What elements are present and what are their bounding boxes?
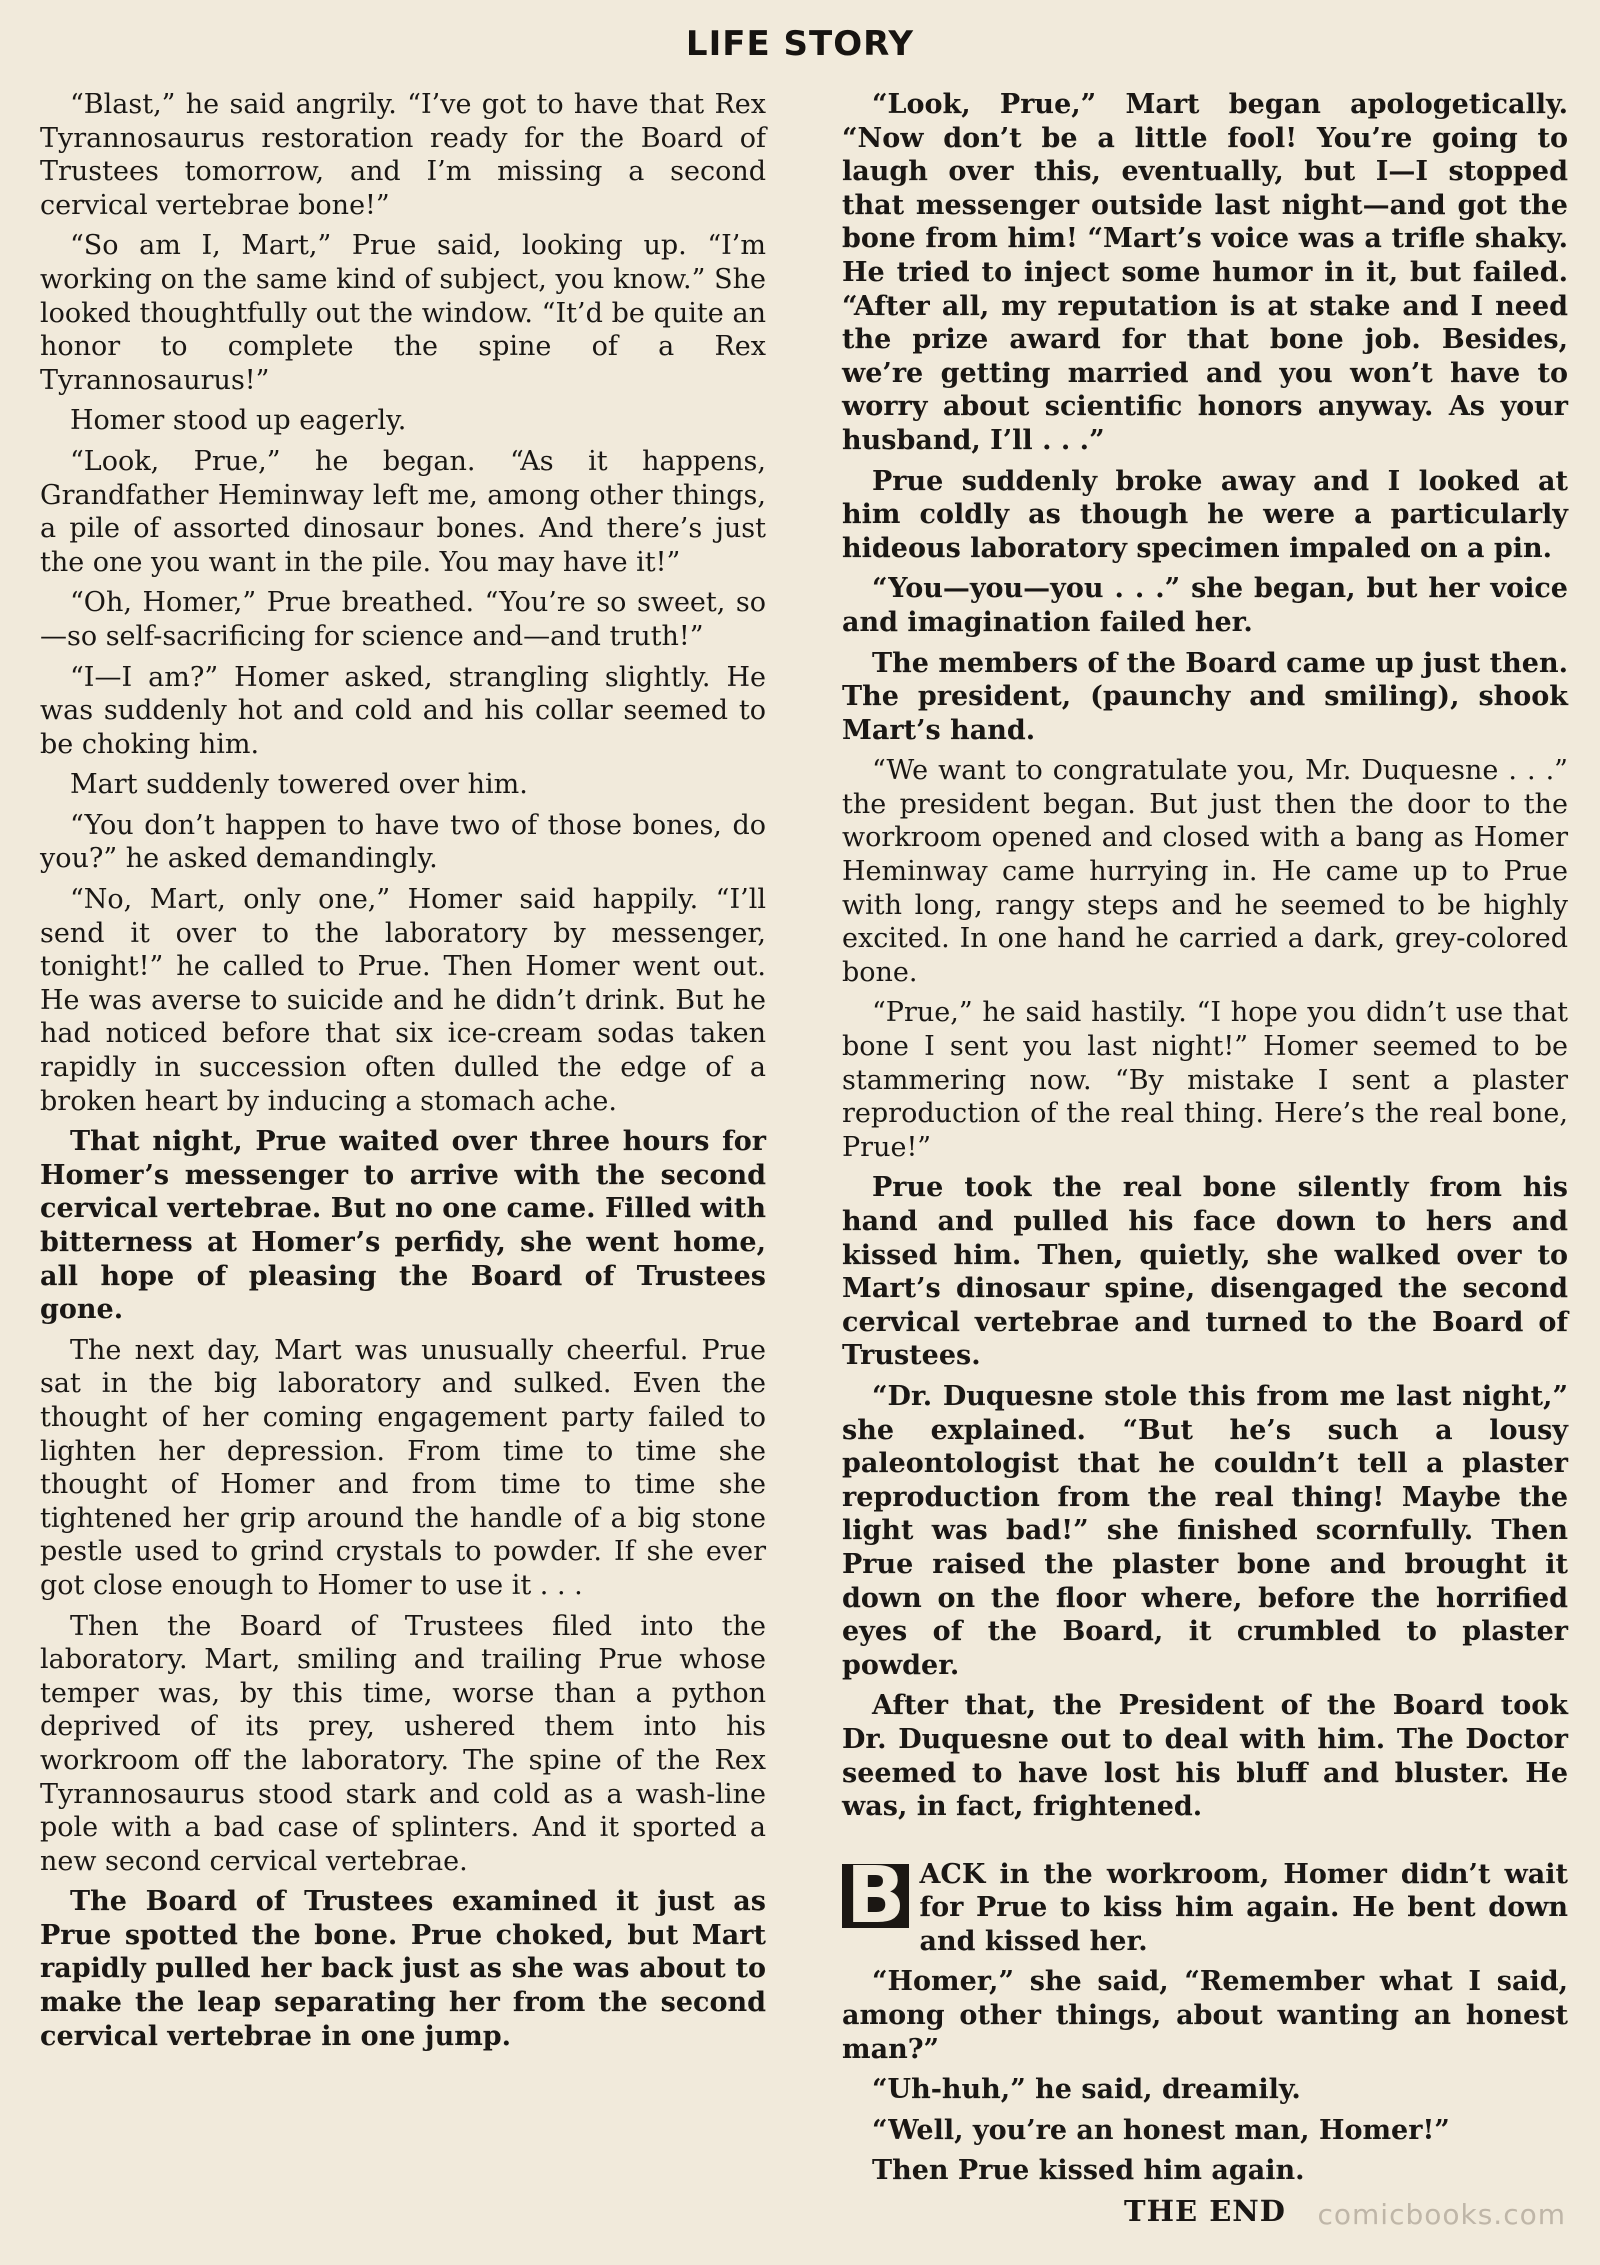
- paragraph: “So am I, Mart,” Prue said, looking up. “I’m working on the same kind of subject, you know.” She looked thoughtfully out the window. “It’d be quite an honor to complete the spine of a Rex Tyrannosaurus!”: [40, 230, 766, 396]
- paragraph: “Uh-huh,” he said, dreamily.: [872, 2074, 1301, 2106]
- paragraph: Mart suddenly towered over him.: [70, 769, 528, 801]
- paragraph: “Blast,” he said angrily. “I’ve got to have that Rex Tyrannosaurus restoration ready for the Board of Trustees tomorrow, and I’m missing a second cervical vertebrae bone!”: [40, 89, 766, 221]
- paragraph: “Look, Prue,” he began. “As it happens, Grandfather Heminway left me, among other things, a pile of assorted dinosaur bones. And there’s just the one you want in the pile. You may have it!”: [40, 445, 766, 578]
- page-title: LIFE STORY: [685, 24, 915, 64]
- final-section-opening: [842, 1850, 1568, 1959]
- paragraph: “No, Mart, only one,” Homer said happily. “I’ll send it over to the laboratory by messenger, tonight!” he called to Prue. Then Homer went out. He was averse to suicide and he didn’t drink. But he had noticed before that six ice-cream sodas taken rapidly in succession often dulled the edge of a broken heart by inducing a stomach ache.: [40, 884, 766, 1117]
- paragraph: “Dr. Duquesne stole this from me last night,” she explained. “But he’s such a lousy paleontologist that he couldn’t tell a plaster reproduction from the real thing! Maybe the light was bad!” she finished scornfully. Then Prue raised the plaster bone and brought it down on the floor where, before the horrified eyes of the Board, it crumbled to plaster powder.: [842, 1380, 1568, 1681]
- drop-cap: B: [842, 1864, 909, 1928]
- opening-text: ACK in the workroom, Homer didn’t wait for Prue to kiss him again. He bent down and kissed her.: [919, 1858, 1568, 1957]
- paragraph: Prue suddenly broke away and I looked at him coldly as though he were a particularly hideous laboratory specimen impaled on a pin.: [842, 465, 1568, 564]
- paragraph: “Homer,” she said, “Remember what I said, among other things, about wanting an honest man?”: [842, 1966, 1568, 2065]
- paragraph: “Prue,” he said hastily. “I hope you didn’t use that bone I sent you last night!” Homer seemed to be stammering now. “By mistake I sent a plaster reproduction of the real thing. Here’s the real bone, Prue!”: [842, 997, 1568, 1163]
- paragraph: “You don’t happen to have two of those bones, do you?” he asked demandingly.: [40, 809, 766, 875]
- watermark: comicbooks.com: [1317, 2198, 1566, 2231]
- paragraph: “You—you—you . . .” she began, but her voice and imagination failed her.: [842, 573, 1568, 638]
- paragraph: The next day, Mart was unusually cheerful. Prue sat in the big laboratory and sulked. Even the thought of her coming engagement party failed to lighten her depression. From time to time she thought of Homer and from time to time she tightened her grip around the handle of a big stone pestle used to grind crystals to powder. If she ever got close enough to Homer to use it . . .: [40, 1334, 766, 1601]
- paragraph: “Look, Prue,” Mart began apologetically. “Now don’t be a little fool! You’re going to laugh over this, eventually, but I—I stopped that messenger outside last night—and got the bone from him! “Mart’s voice was a trifle shaky. He tried to inject some humor in it, but failed. “After all, my reputation is at stake and I need the prize award for that bone job. Besides, we’re getting married and you won’t have to worry about scientific honors anyway. As your husband, I’ll . . .”: [842, 89, 1568, 456]
- paragraph: “We want to congratulate you, Mr. Duquesne . . .” the president began. But just then the door to the workroom opened and closed with a bang as Homer Heminway came hurrying in. He came up to Prue with long, rangy steps and he seemed to be highly excited. In one hand he carried a dark, grey-colored bone.: [842, 755, 1568, 988]
- paragraph: That night, Prue waited over three hours for Homer’s messenger to arrive with the second cervical vertebrae. But no one came. Filled with bitterness at Homer’s perfidy, she went home, all hope of pleasing the Board of Trustees gone.: [40, 1126, 766, 1326]
- the-end-label: THE END: [1124, 2194, 1286, 2229]
- paragraph: Prue took the real bone silently from his hand and pulled his face down to hers and kissed him. Then, quietly, she walked over to Mart’s dinosaur spine, disengaged the second cervical vertebrae and turned to the Board of Trustees.: [842, 1172, 1568, 1372]
- paragraph: The members of the Board came up just then. The president, (paunchy and smiling), shook Mart’s hand.: [842, 647, 1568, 746]
- paragraph: “I—I am?” Homer asked, strangling slightly. He was suddenly hot and cold and his collar seemed to be choking him.: [40, 661, 766, 760]
- right-column: [842, 88, 1568, 2229]
- paragraph: The Board of Trustees examined it just as Prue spotted the bone. Prue choked, but Mart rapidly pulled her back just as she was about to make the leap separating her from the second cervical vertebrae in one jump.: [40, 1886, 766, 2052]
- paragraph: “Oh, Homer,” Prue breathed. “You’re so sweet, so—so self-sacrificing for science and—and truth!”: [40, 587, 766, 652]
- paragraph: Homer stood up eagerly.: [70, 405, 407, 437]
- left-column: [40, 88, 766, 2060]
- paragraph: “Well, you’re an honest man, Homer!”: [872, 2114, 1450, 2146]
- paragraph: After that, the President of the Board took Dr. Duquesne out to deal with him. The Doctor seemed to have lost his bluff and bluster. He was, in fact, frightened.: [842, 1690, 1568, 1823]
- paragraph: Then the Board of Trustees filed into the laboratory. Mart, smiling and trailing Prue whose temper was, by this time, worse than a python deprived of its prey, ushered them into his workroom off the laboratory. The spine of the Rex Tyrannosaurus stood stark and cold as a wash-line pole with a bad case of splinters. And it sported a new second cervical vertebrae.: [40, 1610, 766, 1877]
- paragraph: Then Prue kissed him again.: [872, 2155, 1305, 2187]
